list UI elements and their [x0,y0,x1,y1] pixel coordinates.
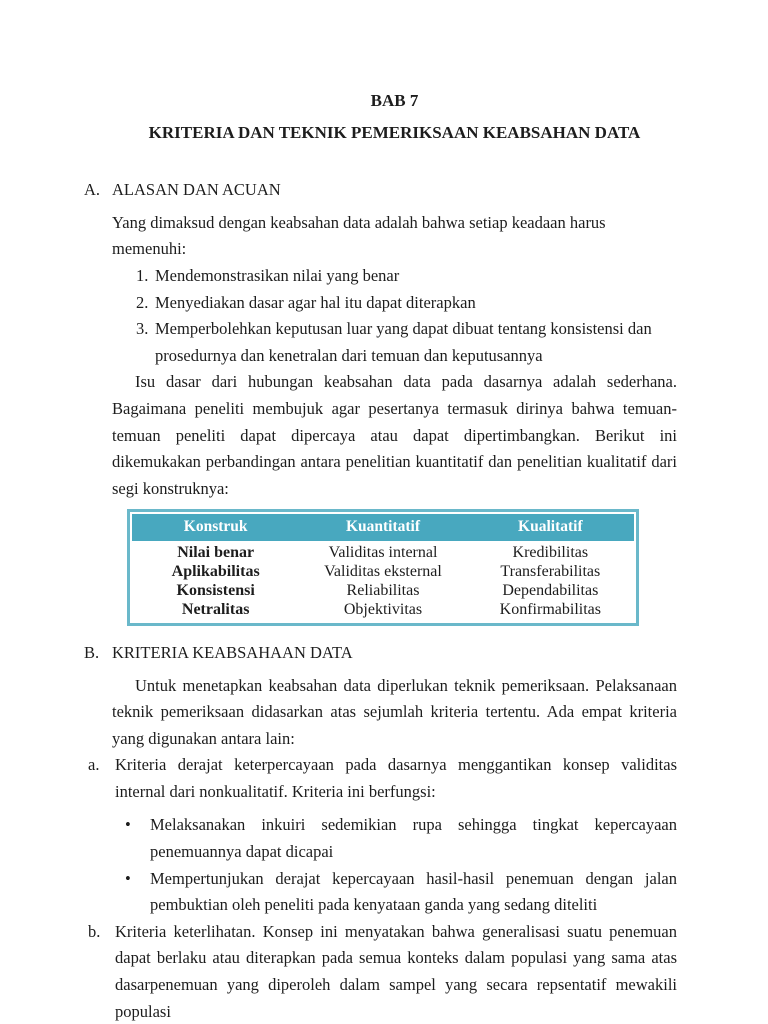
list-number: 3. [136,319,149,339]
criteria-item-b [88,919,677,1024]
list-item-text: Menyediakan dasar agar hal itu dapat diterapkan [155,292,476,312]
table-row [132,581,634,600]
table-header-konstruk: Konstruk [132,514,299,541]
list-item [136,316,677,369]
section-b-title: KRITERIA KEABSAHAAN DATA [112,642,353,662]
table-cell: Aplikabilitas [171,562,260,580]
list-item-text: Mendemonstrasikan nilai yang benar [155,265,400,285]
page-title: KRITERIA DAN TEKNIK PEMERIKSAAN KEABSAHAN DATA [148,122,641,142]
table-header-kuantitatif: Kuantitatif [299,514,466,541]
criteria-item-label: b. [88,921,101,941]
table-header-kualitatif: Kualitatif [467,514,634,541]
section-a-label: A. [84,180,101,200]
section-a-intro: Yang dimaksud dengan keabsahan data adalah bahwa setiap keadaan harus memenuhi: [112,212,606,259]
construct-comparison-table [132,514,634,621]
criteria-a-bullets [112,812,677,918]
bullet-item [125,866,677,919]
table-row [132,562,634,581]
list-number: 2. [136,292,149,312]
document-body [0,88,768,1024]
list-number: 1. [136,265,149,285]
table-row [132,541,634,562]
list-item [136,263,677,290]
table-cell: Objektivitas [343,600,423,618]
criteria-item-text: Kriteria derajat keterpercayaan pada dasarnya menggantikan konsep validitas internal dari nonkualitatif. Kriteria ini berfungsi: [115,755,677,801]
bullet-item [125,812,677,865]
table-cell: Netralitas [181,600,250,618]
criteria-item-a [88,752,677,805]
table-header-row [132,514,634,541]
section-a-heading [84,177,677,204]
section-b-paragraph: Untuk menetapkan keabsahan data diperlukan teknik pemeriksaan. Pelaksanaan teknik pemeriksaan didasarkan atas sejumlah kriteria tertentu. Ada empat kriteria yang digunakan antara lain: [112,675,677,748]
bullet-text: Melaksanakan inkuiri sedemikian rupa sehingga tingkat kepercayaan penemuannya dapat dicapai [150,815,677,862]
list-item-text: Memperbolehkan keputusan luar yang dapat dibuat tentang konsistensi dan prosedurnya dan kenetralan dari temuan dan keputusannya [155,319,652,365]
section-a-title: ALASAN DAN ACUAN [112,180,281,200]
list-item [136,290,677,317]
section-a-paragraph: Isu dasar dari hubungan keabsahan data pada dasarnya adalah sederhana. Bagaimana peneliti membujuk agar pesertanya termasuk dirinya bahwa temuan-temuan peneliti dapat dipercaya atau dapat dipertimbangkan. Berikut ini dikemukakan perbandingan antara penelitian kuantitatif dan penelitian kualitatif dari segi konstruknya: [112,372,677,498]
bullet-icon: • [125,868,131,888]
table-cell: Konsistensi [176,581,255,599]
table-cell: Validitas internal [328,543,438,561]
comparison-table [127,509,639,626]
table-cell: Validitas eksternal [324,562,442,580]
criteria-item-label: a. [88,755,100,775]
section-b-label: B. [84,642,100,662]
table-cell: Dependabilitas [502,581,599,599]
bullet-icon: • [125,815,131,835]
bullet-text: Mempertunjukan derajat kepercayaan hasil-hasil penemuan dengan jalan pembuktian oleh peneliti pada kenyataan ganda yang sedang diteliti [150,868,677,915]
table-cell: Transferabilitas [500,562,601,580]
table-cell: Nilai benar [177,543,255,561]
table-row [132,600,634,621]
chapter-heading: BAB 7 [370,91,419,110]
table-cell: Reliabilitas [346,581,420,599]
table-cell: Kredibilitas [512,543,589,561]
criteria-item-text: Kriteria keterlihatan. Konsep ini menyatakan bahwa generalisasi suatu penemuan dapat berlaku atau diterapkan pada semua konteks dalam populasi yang sama atas dasarpenemuan yang diperoleh dalam sampel yang secara repsentatif mewakili populasi [115,921,677,1021]
table-cell: Konfirmabilitas [499,600,601,618]
section-b-heading [84,640,677,667]
